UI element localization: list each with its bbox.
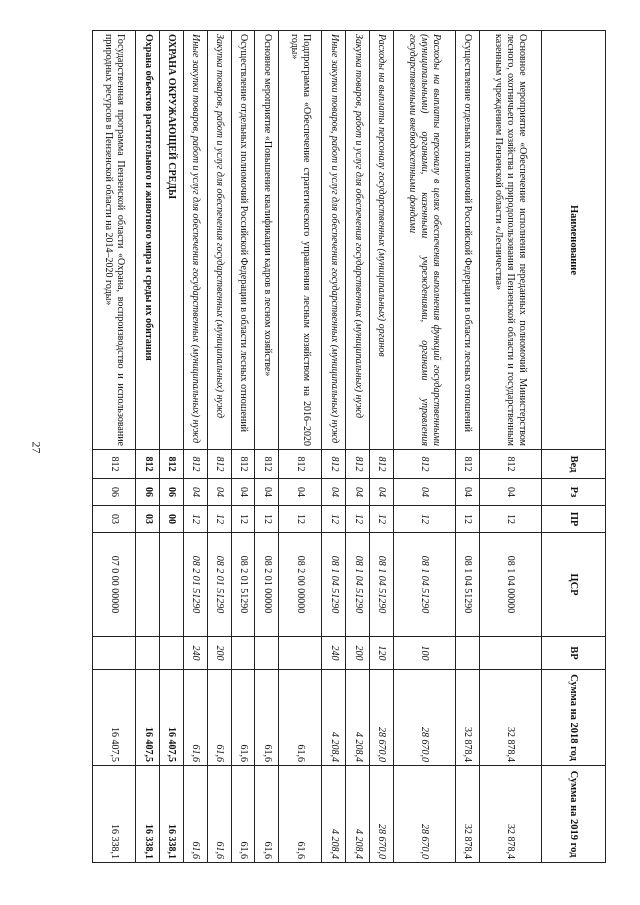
- cell-name: Осуществление отдельных полномочий Российской Федерации в области лесных отношений: [456, 31, 480, 450]
- table-row: [479, 31, 541, 863]
- cell-name: Основное мероприятие «Обеспечение исполнения переданных полномочий Министерством лесного, охотничьего хозяйства и природопользования Пензенской области и государственным казенным учреждением Пензенской области «Лесничества»: [479, 31, 541, 450]
- budget-table: [92, 30, 606, 863]
- cell-csr: 08 1 04 51290: [393, 533, 455, 637]
- table-row: [393, 31, 455, 863]
- table-row: [370, 31, 394, 863]
- cell-sum-2018: 4 208,4: [322, 670, 346, 766]
- cell-vr: [479, 637, 541, 670]
- cell-name: Закупка товаров, работ и услуг для обеспечения государственных (муниципальных) нужд: [346, 31, 370, 450]
- cell-sum-2018: 16 407,5: [159, 670, 183, 766]
- cell-pr: 12: [231, 506, 255, 533]
- table-row: [207, 31, 231, 863]
- cell-pr: 12: [456, 506, 480, 533]
- cell-ved: 812: [183, 450, 207, 479]
- rotated-table-wrapper: [92, 30, 606, 862]
- cell-ved: 812: [479, 450, 541, 479]
- cell-csr: 08 1 04 00000: [479, 533, 541, 637]
- header-ved: Вед: [542, 450, 606, 479]
- cell-pr: 12: [183, 506, 207, 533]
- table-row: [456, 31, 480, 863]
- cell-vr: [231, 637, 255, 670]
- table-row: [136, 31, 160, 863]
- cell-rz: 04: [322, 479, 346, 506]
- table-row: [159, 31, 183, 863]
- cell-rz: 04: [456, 479, 480, 506]
- cell-vr: [159, 637, 183, 670]
- cell-pr: 03: [136, 506, 160, 533]
- cell-rz: 04: [231, 479, 255, 506]
- cell-name: Расходы на выплаты персоналу в целях обеспечения выполнения функций государственными (муниципальными) органами, казенными учреждениями, органами управления государственными внебюджетными фондами: [393, 31, 455, 450]
- cell-ved: 812: [136, 450, 160, 479]
- table-header-row: [542, 31, 606, 863]
- cell-rz: 04: [207, 479, 231, 506]
- cell-sum-2018: 28 670,0: [370, 670, 394, 766]
- cell-rz: 04: [370, 479, 394, 506]
- cell-rz: 04: [346, 479, 370, 506]
- cell-sum-2018: 16 407,5: [136, 670, 160, 766]
- page-number: 27: [29, 441, 44, 454]
- cell-csr: 08 1 04 51290: [322, 533, 346, 637]
- cell-sum-2019: 4 208,4: [322, 766, 346, 863]
- cell-name: Основное мероприятие «Повышение квалификации кадров в лесном хозяйстве»: [255, 31, 279, 450]
- cell-csr: 08 2 01 51290: [207, 533, 231, 637]
- cell-rz: 04: [255, 479, 279, 506]
- cell-pr: 12: [346, 506, 370, 533]
- cell-rz: 06: [93, 479, 136, 506]
- cell-sum-2018: 61,6: [207, 670, 231, 766]
- cell-csr: 08 1 04 51290: [456, 533, 480, 637]
- cell-sum-2019: 61,6: [207, 766, 231, 863]
- cell-csr: 08 2 01 51290: [231, 533, 255, 637]
- cell-sum-2018: 61,6: [231, 670, 255, 766]
- cell-ved: 812: [279, 450, 322, 479]
- cell-name: Осуществление отдельных полномочий Российской Федерации в области лесных отношений: [231, 31, 255, 450]
- cell-sum-2019: 4 208,4: [346, 766, 370, 863]
- header-sum-2018: Сумма на 2018 год: [542, 670, 606, 766]
- cell-sum-2019: 16 338,1: [159, 766, 183, 863]
- cell-name: Государственная программа Пензенской области «Охрана, воспроизводство и использование природных ресурсов в Пензенской области на 2014–2020 годы»: [93, 31, 136, 450]
- cell-csr: 08 2 00 00000: [279, 533, 322, 637]
- cell-vr: 240: [183, 637, 207, 670]
- cell-rz: 06: [136, 479, 160, 506]
- cell-pr: 12: [479, 506, 541, 533]
- cell-name: Иные закупки товаров, работ и услуг для обеспечения государственных (муниципальных) нужд: [183, 31, 207, 450]
- cell-sum-2018: 16 407,5: [93, 670, 136, 766]
- table-row: [183, 31, 207, 863]
- cell-pr: 03: [93, 506, 136, 533]
- cell-rz: 04: [183, 479, 207, 506]
- cell-sum-2019: 32 878,4: [456, 766, 480, 863]
- cell-pr: 12: [322, 506, 346, 533]
- cell-ved: 812: [393, 450, 455, 479]
- cell-sum-2018: 32 878,4: [479, 670, 541, 766]
- cell-vr: 240: [322, 637, 346, 670]
- cell-ved: 812: [159, 450, 183, 479]
- cell-ved: 812: [370, 450, 394, 479]
- cell-pr: 12: [370, 506, 394, 533]
- cell-sum-2019: 16 338,1: [93, 766, 136, 863]
- header-vr: ВР: [542, 637, 606, 670]
- table-row: [93, 31, 136, 863]
- cell-name: ОХРАНА ОКРУЖАЮЩЕЙ СРЕДЫ: [159, 31, 183, 450]
- table-row: [279, 31, 322, 863]
- cell-csr: 08 2 01 51290: [183, 533, 207, 637]
- cell-rz: 06: [159, 479, 183, 506]
- cell-sum-2018: 4 208,4: [346, 670, 370, 766]
- table-row: [255, 31, 279, 863]
- cell-ved: 812: [207, 450, 231, 479]
- cell-sum-2019: 16 338,1: [136, 766, 160, 863]
- cell-pr: 12: [393, 506, 455, 533]
- cell-ved: 812: [255, 450, 279, 479]
- header-pr: ПР: [542, 506, 606, 533]
- cell-vr: [136, 637, 160, 670]
- cell-vr: [456, 637, 480, 670]
- cell-sum-2019: 61,6: [231, 766, 255, 863]
- cell-ved: 812: [346, 450, 370, 479]
- cell-sum-2019: 28 670,0: [370, 766, 394, 863]
- cell-sum-2019: 32 878,4: [479, 766, 541, 863]
- cell-csr: [136, 533, 160, 637]
- cell-ved: 812: [322, 450, 346, 479]
- cell-csr: [159, 533, 183, 637]
- cell-vr: 200: [207, 637, 231, 670]
- cell-vr: 120: [370, 637, 394, 670]
- table-row: [231, 31, 255, 863]
- cell-pr: 00: [159, 506, 183, 533]
- header-name: Наименование: [542, 31, 606, 450]
- cell-ved: 812: [456, 450, 480, 479]
- cell-name: Иные закупки товаров, работ и услуг для обеспечения государственных (муниципальных) нужд: [322, 31, 346, 450]
- cell-vr: [93, 637, 136, 670]
- cell-csr: 08 1 04 51290: [346, 533, 370, 637]
- cell-sum-2018: 61,6: [279, 670, 322, 766]
- cell-vr: [255, 637, 279, 670]
- cell-name: Расходы на выплаты персоналу государственных (муниципальных) органов: [370, 31, 394, 450]
- cell-sum-2018: 61,6: [255, 670, 279, 766]
- cell-ved: 812: [231, 450, 255, 479]
- header-sum-2019: Сумма на 2019 год: [542, 766, 606, 863]
- cell-name: Закупка товаров, работ и услуг для обеспечения государственных (муниципальных) нужд: [207, 31, 231, 450]
- header-rz: Рз: [542, 479, 606, 506]
- table-row: [346, 31, 370, 863]
- cell-sum-2019: 61,6: [255, 766, 279, 863]
- cell-rz: 04: [393, 479, 455, 506]
- cell-csr: 08 1 04 51290: [370, 533, 394, 637]
- cell-sum-2018: 28 670,0: [393, 670, 455, 766]
- cell-pr: 12: [207, 506, 231, 533]
- cell-sum-2018: 61,6: [183, 670, 207, 766]
- table-row: [322, 31, 346, 863]
- cell-ved: 812: [93, 450, 136, 479]
- cell-csr: 07 0 00 00000: [93, 533, 136, 637]
- cell-name: Подпрограмма «Обеспечение стратегического управления лесным хозяйством на 2016–2020 годы»: [279, 31, 322, 450]
- cell-sum-2019: 61,6: [279, 766, 322, 863]
- cell-sum-2019: 61,6: [183, 766, 207, 863]
- cell-rz: 04: [279, 479, 322, 506]
- cell-csr: 08 2 01 00000: [255, 533, 279, 637]
- cell-pr: 12: [279, 506, 322, 533]
- header-csr: ЦСР: [542, 533, 606, 637]
- cell-pr: 12: [255, 506, 279, 533]
- cell-vr: 200: [346, 637, 370, 670]
- cell-rz: 04: [479, 479, 541, 506]
- cell-sum-2019: 28 670,0: [393, 766, 455, 863]
- cell-vr: [279, 637, 322, 670]
- cell-vr: 100: [393, 637, 455, 670]
- cell-sum-2018: 32 878,4: [456, 670, 480, 766]
- cell-name: Охрана объектов растительного и животного мира и среды их обитания: [136, 31, 160, 450]
